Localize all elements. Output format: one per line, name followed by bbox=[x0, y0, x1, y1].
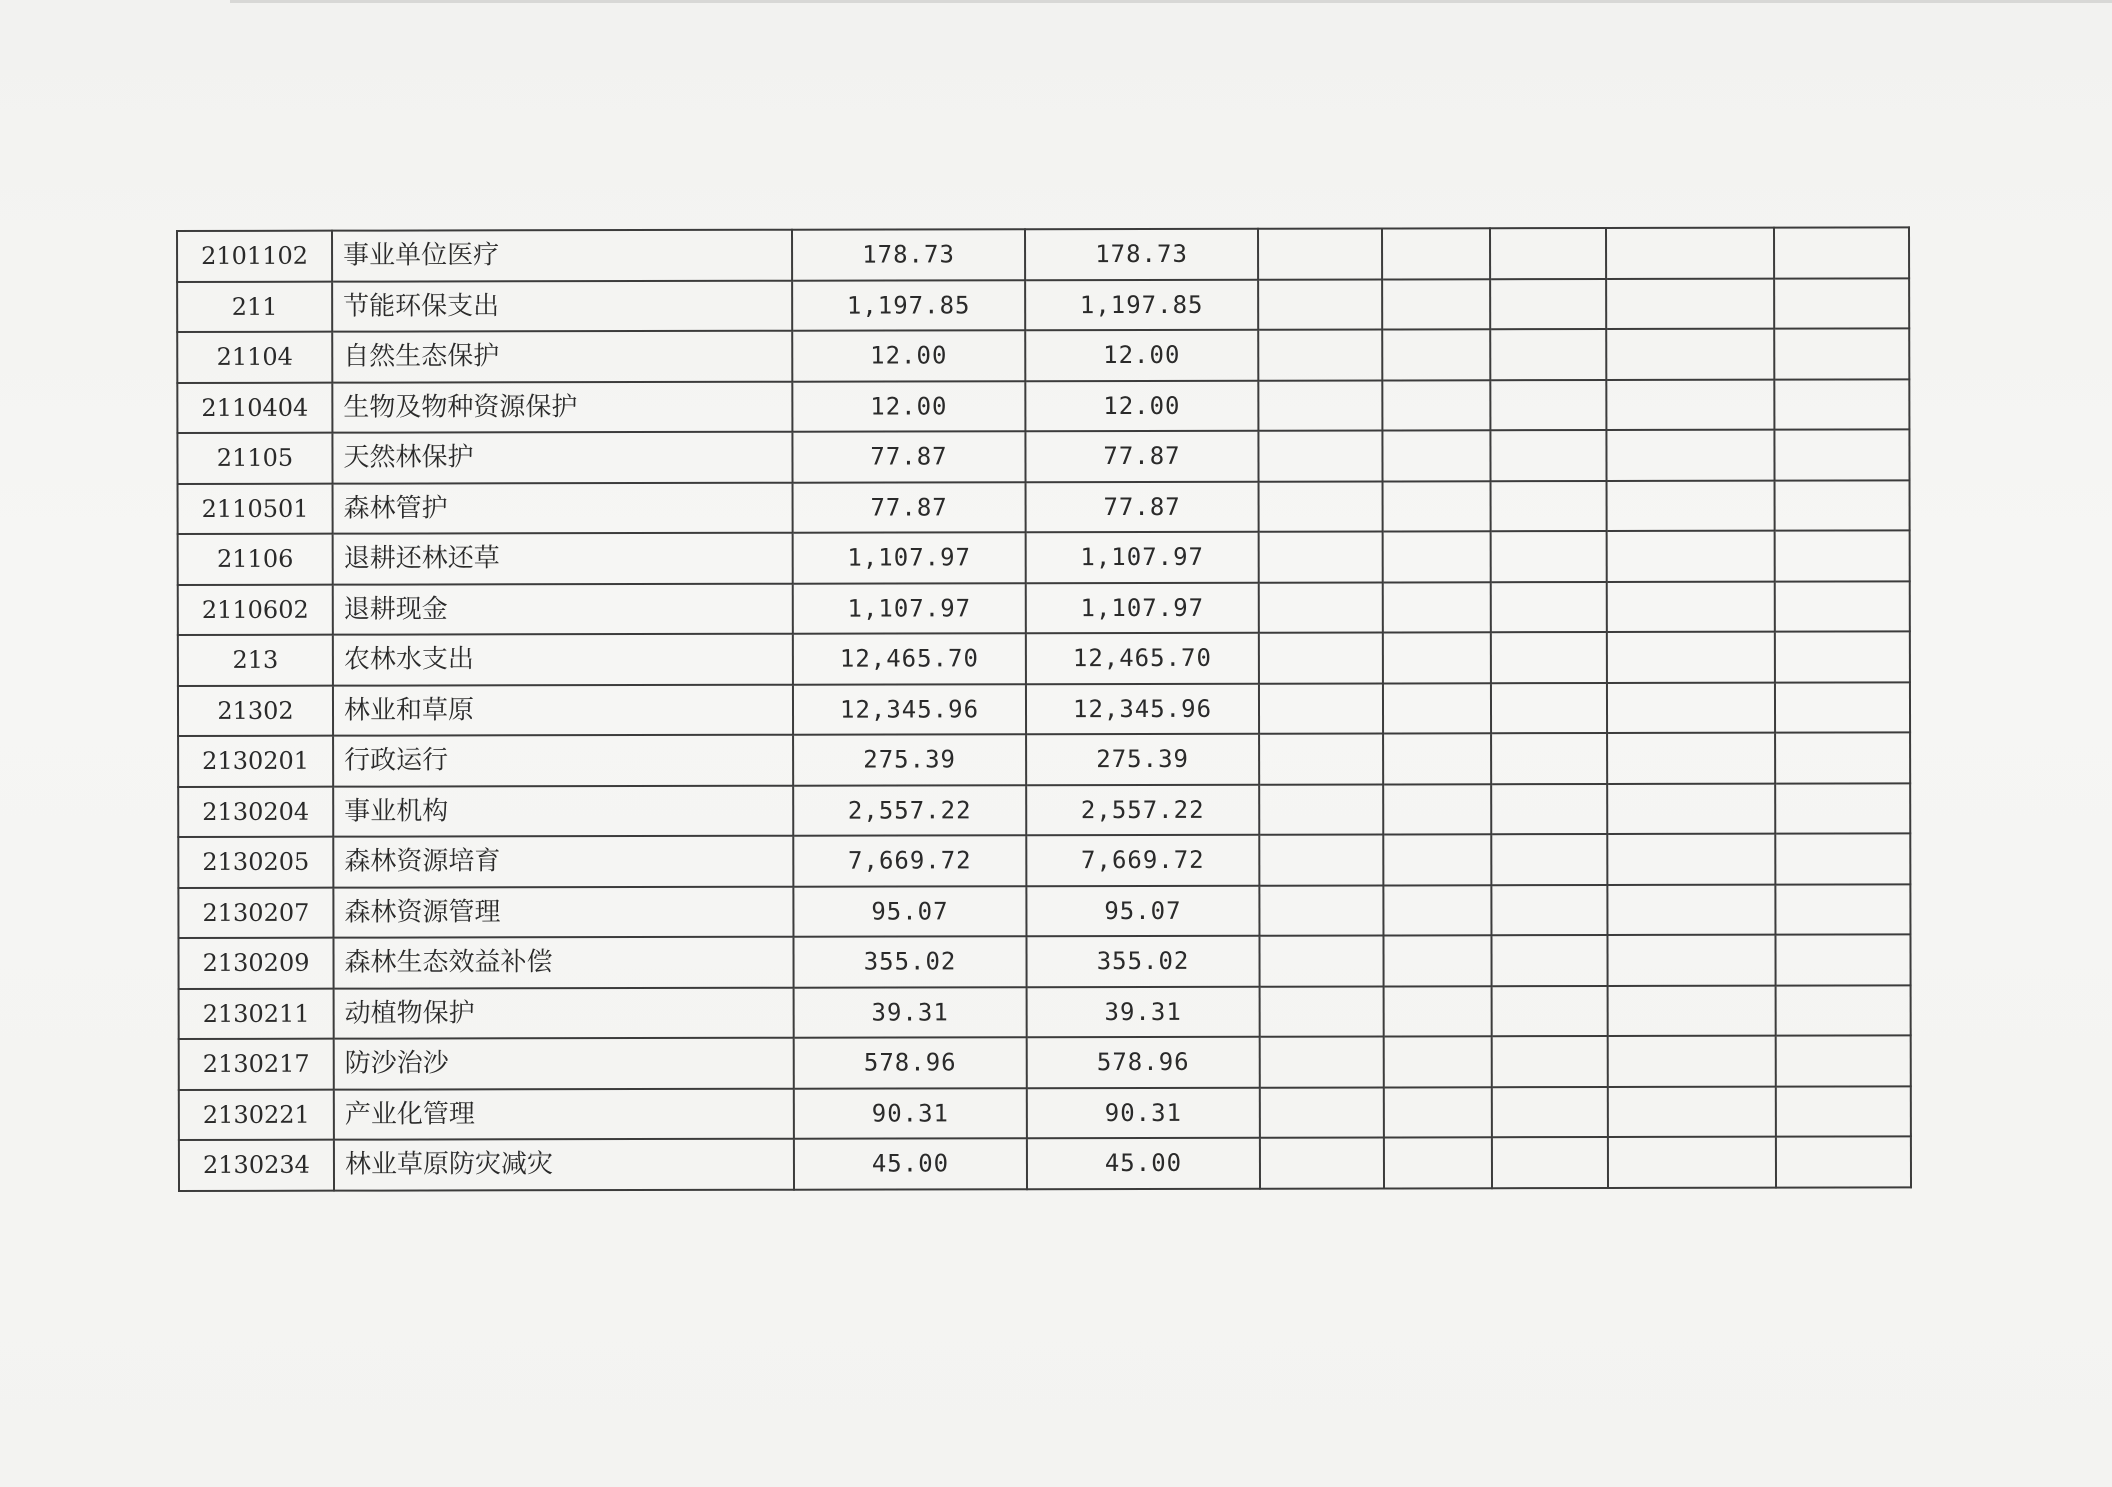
empty-cell bbox=[1259, 733, 1383, 784]
subject-code-cell: 2130204 bbox=[178, 786, 333, 837]
empty-cell bbox=[1382, 380, 1490, 431]
amount-general-budget-cell: 1,107.97 bbox=[1026, 582, 1259, 633]
table-row bbox=[178, 530, 1910, 584]
empty-cell bbox=[1491, 834, 1607, 885]
table-row bbox=[179, 1035, 1911, 1089]
table-row bbox=[178, 480, 1910, 534]
empty-cell bbox=[1491, 935, 1607, 986]
subject-code-cell: 2110602 bbox=[178, 584, 333, 635]
amount-total-cell: 1,107.97 bbox=[793, 532, 1026, 583]
amount-total-cell: 77.87 bbox=[793, 482, 1026, 533]
empty-cell bbox=[1259, 834, 1383, 885]
empty-cell bbox=[1492, 986, 1608, 1037]
empty-cell bbox=[1384, 1087, 1492, 1138]
subject-code-cell: 2130211 bbox=[179, 988, 334, 1039]
page-top-edge bbox=[230, 0, 2112, 3]
empty-cell bbox=[1491, 481, 1607, 532]
empty-cell bbox=[1383, 784, 1491, 835]
amount-total-cell: 178.73 bbox=[792, 229, 1025, 280]
table-row bbox=[178, 732, 1910, 786]
table-row bbox=[178, 934, 1910, 988]
expenditure-table bbox=[176, 226, 1912, 1191]
empty-cell bbox=[1383, 632, 1491, 683]
subject-code-cell: 2130201 bbox=[178, 736, 333, 787]
empty-cell bbox=[1606, 379, 1774, 430]
subject-name-cell: 农林水支出 bbox=[333, 634, 793, 685]
empty-cell bbox=[1491, 784, 1607, 835]
amount-general-budget-cell: 355.02 bbox=[1026, 936, 1259, 987]
empty-cell bbox=[1607, 581, 1775, 632]
empty-cell bbox=[1774, 278, 1909, 329]
table-body bbox=[177, 227, 1911, 1190]
empty-cell bbox=[1607, 733, 1775, 784]
amount-general-budget-cell: 12,465.70 bbox=[1026, 633, 1259, 684]
amount-total-cell: 578.96 bbox=[794, 1037, 1027, 1088]
table-row bbox=[177, 429, 1909, 483]
subject-name-cell: 节能环保支出 bbox=[332, 280, 792, 331]
empty-cell bbox=[1382, 279, 1490, 330]
empty-cell bbox=[1492, 1036, 1608, 1087]
empty-cell bbox=[1490, 430, 1606, 481]
empty-cell bbox=[1608, 1036, 1776, 1087]
subject-code-cell: 2110404 bbox=[177, 382, 332, 433]
amount-total-cell: 12.00 bbox=[792, 330, 1025, 381]
subject-name-cell: 森林资源管理 bbox=[333, 886, 793, 937]
empty-cell bbox=[1383, 834, 1491, 885]
empty-cell bbox=[1383, 582, 1491, 633]
empty-cell bbox=[1607, 682, 1775, 733]
amount-total-cell: 1,107.97 bbox=[793, 583, 1026, 634]
subject-code-cell: 21302 bbox=[178, 685, 333, 736]
subject-name-cell: 防沙治沙 bbox=[334, 1038, 794, 1089]
empty-cell bbox=[1776, 1136, 1911, 1187]
table-row bbox=[178, 631, 1910, 685]
amount-general-budget-cell: 578.96 bbox=[1027, 1037, 1260, 1088]
subject-name-cell: 退耕现金 bbox=[333, 583, 793, 634]
amount-general-budget-cell: 2,557.22 bbox=[1026, 784, 1259, 835]
empty-cell bbox=[1258, 329, 1382, 380]
subject-name-cell: 动植物保护 bbox=[334, 987, 794, 1038]
empty-cell bbox=[1776, 985, 1911, 1036]
empty-cell bbox=[1491, 531, 1607, 582]
table-row bbox=[177, 227, 1909, 281]
table-row bbox=[179, 1086, 1911, 1140]
empty-cell bbox=[1775, 530, 1910, 581]
empty-cell bbox=[1606, 329, 1774, 380]
amount-general-budget-cell: 77.87 bbox=[1026, 481, 1259, 532]
amount-total-cell: 12,465.70 bbox=[793, 633, 1026, 684]
amount-general-budget-cell: 95.07 bbox=[1026, 885, 1259, 936]
subject-code-cell: 2101102 bbox=[177, 231, 332, 282]
empty-cell bbox=[1382, 228, 1490, 279]
empty-cell bbox=[1258, 279, 1382, 330]
subject-name-cell: 事业机构 bbox=[333, 785, 793, 836]
table-row bbox=[177, 328, 1909, 382]
empty-cell bbox=[1608, 985, 1776, 1036]
table-row bbox=[178, 682, 1910, 736]
empty-cell bbox=[1776, 1086, 1911, 1137]
subject-name-cell: 天然林保护 bbox=[332, 432, 792, 483]
empty-cell bbox=[1384, 986, 1492, 1037]
empty-cell bbox=[1607, 783, 1775, 834]
table-row bbox=[178, 833, 1910, 887]
table-row bbox=[178, 581, 1910, 635]
empty-cell bbox=[1490, 380, 1606, 431]
table-row bbox=[179, 1136, 1911, 1190]
subject-code-cell: 21106 bbox=[178, 534, 333, 585]
empty-cell bbox=[1383, 885, 1491, 936]
empty-cell bbox=[1383, 733, 1491, 784]
amount-total-cell: 12.00 bbox=[792, 381, 1025, 432]
subject-name-cell: 生物及物种资源保护 bbox=[332, 381, 792, 432]
empty-cell bbox=[1775, 934, 1910, 985]
empty-cell bbox=[1491, 683, 1607, 734]
table-row bbox=[178, 783, 1910, 837]
empty-cell bbox=[1259, 582, 1383, 633]
empty-cell bbox=[1606, 430, 1774, 481]
amount-total-cell: 12,345.96 bbox=[793, 684, 1026, 735]
subject-name-cell: 行政运行 bbox=[333, 735, 793, 786]
table-row bbox=[179, 985, 1911, 1039]
empty-cell bbox=[1490, 279, 1606, 330]
subject-code-cell: 21104 bbox=[177, 332, 332, 383]
empty-cell bbox=[1260, 986, 1384, 1037]
empty-cell bbox=[1259, 481, 1383, 532]
subject-name-cell: 森林资源培育 bbox=[333, 836, 793, 887]
empty-cell bbox=[1606, 278, 1774, 329]
amount-general-budget-cell: 1,197.85 bbox=[1025, 279, 1258, 330]
empty-cell bbox=[1258, 380, 1382, 431]
empty-cell bbox=[1607, 480, 1775, 531]
subject-name-cell: 事业单位医疗 bbox=[332, 230, 792, 281]
empty-cell bbox=[1384, 1036, 1492, 1087]
empty-cell bbox=[1260, 1137, 1384, 1188]
empty-cell bbox=[1607, 632, 1775, 683]
empty-cell bbox=[1606, 228, 1774, 279]
subject-name-cell: 林业草原防灾减灾 bbox=[334, 1139, 794, 1190]
expenditure-table-wrapper bbox=[176, 226, 1910, 1247]
empty-cell bbox=[1260, 1087, 1384, 1138]
subject-name-cell: 林业和草原 bbox=[333, 684, 793, 735]
empty-cell bbox=[1607, 531, 1775, 582]
empty-cell bbox=[1607, 935, 1775, 986]
subject-name-cell: 森林生态效益补偿 bbox=[333, 937, 793, 988]
empty-cell bbox=[1382, 329, 1490, 380]
subject-code-cell: 2130221 bbox=[179, 1089, 334, 1140]
empty-cell bbox=[1259, 531, 1383, 582]
subject-name-cell: 森林管护 bbox=[333, 482, 793, 533]
subject-code-cell: 2130217 bbox=[179, 1039, 334, 1090]
amount-general-budget-cell: 275.39 bbox=[1026, 734, 1259, 785]
empty-cell bbox=[1607, 884, 1775, 935]
subject-code-cell: 2130234 bbox=[179, 1140, 334, 1191]
subject-code-cell: 211 bbox=[177, 281, 332, 332]
empty-cell bbox=[1775, 783, 1910, 834]
empty-cell bbox=[1383, 683, 1491, 734]
empty-cell bbox=[1775, 884, 1910, 935]
amount-general-budget-cell: 90.31 bbox=[1027, 1087, 1260, 1138]
empty-cell bbox=[1774, 328, 1909, 379]
empty-cell bbox=[1259, 683, 1383, 734]
empty-cell bbox=[1259, 784, 1383, 835]
subject-code-cell: 213 bbox=[178, 635, 333, 686]
empty-cell bbox=[1490, 329, 1606, 380]
empty-cell bbox=[1775, 732, 1910, 783]
table-row bbox=[177, 379, 1909, 433]
amount-general-budget-cell: 7,669.72 bbox=[1026, 835, 1259, 886]
empty-cell bbox=[1491, 582, 1607, 633]
empty-cell bbox=[1383, 935, 1491, 986]
amount-total-cell: 1,197.85 bbox=[792, 280, 1025, 331]
subject-code-cell: 2110501 bbox=[178, 483, 333, 534]
empty-cell bbox=[1491, 733, 1607, 784]
amount-total-cell: 95.07 bbox=[793, 886, 1026, 937]
empty-cell bbox=[1259, 935, 1383, 986]
empty-cell bbox=[1491, 885, 1607, 936]
empty-cell bbox=[1382, 430, 1490, 481]
empty-cell bbox=[1260, 1036, 1384, 1087]
empty-cell bbox=[1775, 480, 1910, 531]
amount-total-cell: 7,669.72 bbox=[793, 835, 1026, 886]
subject-code-cell: 2130205 bbox=[178, 837, 333, 888]
amount-total-cell: 2,557.22 bbox=[793, 785, 1026, 836]
amount-general-budget-cell: 45.00 bbox=[1027, 1138, 1260, 1189]
empty-cell bbox=[1774, 379, 1909, 430]
amount-total-cell: 39.31 bbox=[794, 987, 1027, 1038]
amount-general-budget-cell: 178.73 bbox=[1025, 229, 1258, 280]
subject-name-cell: 自然生态保护 bbox=[332, 331, 792, 382]
empty-cell bbox=[1383, 531, 1491, 582]
amount-general-budget-cell: 1,107.97 bbox=[1026, 532, 1259, 583]
empty-cell bbox=[1492, 1137, 1608, 1188]
empty-cell bbox=[1492, 1087, 1608, 1138]
amount-general-budget-cell: 12.00 bbox=[1025, 380, 1258, 431]
empty-cell bbox=[1258, 228, 1382, 279]
subject-name-cell: 产业化管理 bbox=[334, 1088, 794, 1139]
empty-cell bbox=[1608, 1086, 1776, 1137]
amount-general-budget-cell: 12.00 bbox=[1025, 330, 1258, 381]
empty-cell bbox=[1490, 228, 1606, 279]
empty-cell bbox=[1259, 632, 1383, 683]
subject-code-cell: 2130209 bbox=[178, 938, 333, 989]
empty-cell bbox=[1384, 1137, 1492, 1188]
amount-total-cell: 77.87 bbox=[792, 431, 1025, 482]
empty-cell bbox=[1258, 430, 1382, 481]
amount-total-cell: 90.31 bbox=[794, 1088, 1027, 1139]
empty-cell bbox=[1775, 833, 1910, 884]
amount-general-budget-cell: 77.87 bbox=[1025, 431, 1258, 482]
amount-total-cell: 275.39 bbox=[793, 734, 1026, 785]
empty-cell bbox=[1775, 631, 1910, 682]
empty-cell bbox=[1774, 227, 1909, 278]
subject-name-cell: 退耕还林还草 bbox=[333, 533, 793, 584]
empty-cell bbox=[1775, 682, 1910, 733]
empty-cell bbox=[1775, 581, 1910, 632]
empty-cell bbox=[1608, 1137, 1776, 1188]
table-row bbox=[178, 884, 1910, 938]
empty-cell bbox=[1383, 481, 1491, 532]
empty-cell bbox=[1259, 885, 1383, 936]
empty-cell bbox=[1607, 834, 1775, 885]
subject-code-cell: 2130207 bbox=[178, 887, 333, 938]
empty-cell bbox=[1491, 632, 1607, 683]
table-row bbox=[177, 278, 1909, 332]
amount-total-cell: 355.02 bbox=[793, 936, 1026, 987]
subject-code-cell: 21105 bbox=[177, 433, 332, 484]
amount-general-budget-cell: 12,345.96 bbox=[1026, 683, 1259, 734]
amount-total-cell: 45.00 bbox=[794, 1138, 1027, 1189]
amount-general-budget-cell: 39.31 bbox=[1027, 986, 1260, 1037]
empty-cell bbox=[1774, 429, 1909, 480]
empty-cell bbox=[1776, 1035, 1911, 1086]
